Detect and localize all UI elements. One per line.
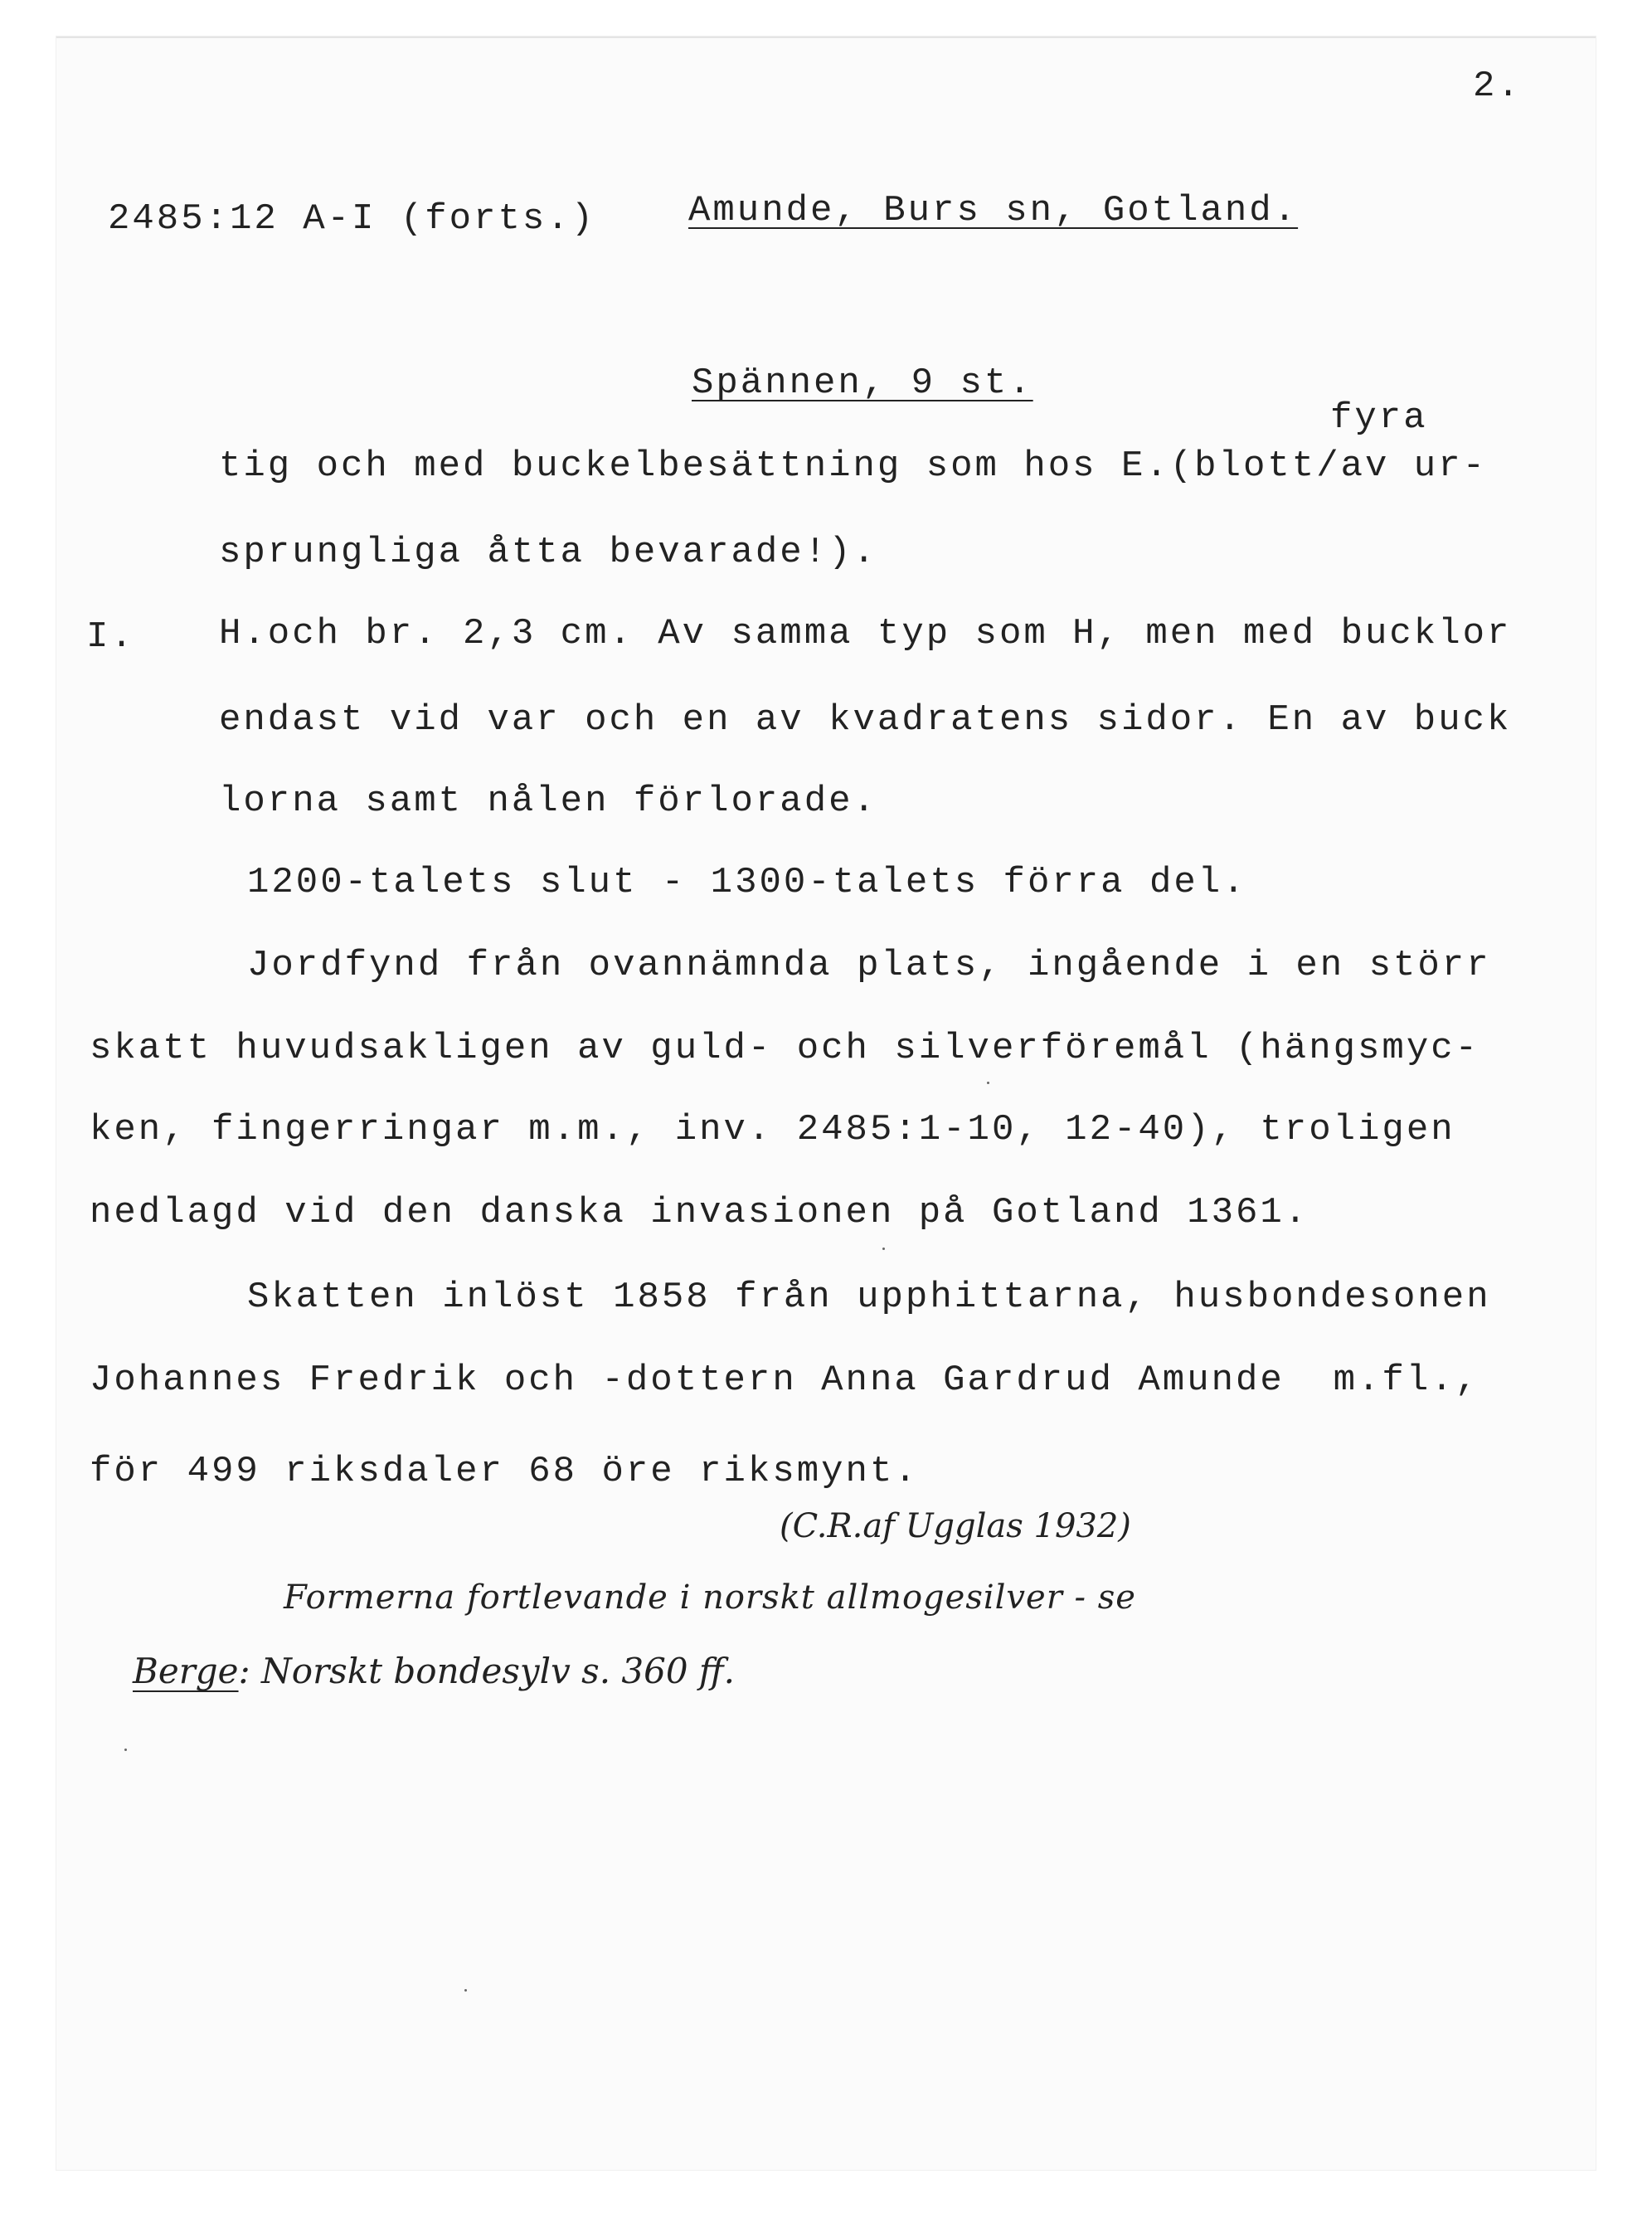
text-line: för 499 riksdaler 68 öre riksmynt. [90,1451,919,1492]
handwritten-note [133,1651,736,1691]
text-line: Skatten inlöst 1858 från upphittarna, husbondesonen [247,1277,1491,1318]
handwritten-reference-detail: : Norskt bondesylv s. 360 ff. [238,1651,736,1691]
catalog-reference: 2485:12 A-I (forts.) [108,198,596,240]
document-sheet [56,36,1596,2170]
item-label: I. [86,616,135,658]
text-line: ken, fingerringar m.m., inv. 2485:1-10, 12-40), troligen [90,1109,1455,1150]
text-line: endast vid var och en av kvadratens sidor. En av buck [219,699,1512,741]
paper-speck [464,1989,467,1992]
section-title: Spännen, 9 st. [692,362,1033,404]
find-location: Amunde, Burs sn, Gotland. [688,190,1299,231]
text-line: Jordfynd från ovannämnda plats, ingående i en störr [247,945,1491,986]
text-line: Johannes Fredrik och -dottern Anna Gardrud Amunde m.fl., [90,1359,1480,1401]
text-line: skatt huvudsakligen av guld- och silverföremål (hängsmyc- [90,1028,1480,1069]
paper-speck [987,1082,989,1084]
text-line: sprungliga åtta bevarade!). [219,532,877,573]
handwritten-reference: Berge [133,1651,239,1691]
insertion-word: fyra [1330,397,1428,439]
text-line: lorna samt nålen förlorade. [219,781,877,822]
text-line: nedlagd vid den danska invasionen på Gotland 1361. [90,1192,1309,1233]
text-line: H.och br. 2,3 cm. Av samma typ som H, men med bucklor [219,613,1512,654]
paper-speck [124,1749,127,1751]
page-number: 2. [1473,66,1522,107]
handwritten-note: Formerna fortlevande i norskt allmogesilver - se [284,1578,1136,1617]
text-line: tig och med buckelbesättning som hos E.(blott/av ur- [219,445,1488,487]
paper-speck [882,1248,885,1250]
handwritten-signature: (C.R.af Ugglas 1932) [780,1507,1131,1545]
dating-line: 1200-talets slut - 1300-talets förra del. [247,862,1247,903]
